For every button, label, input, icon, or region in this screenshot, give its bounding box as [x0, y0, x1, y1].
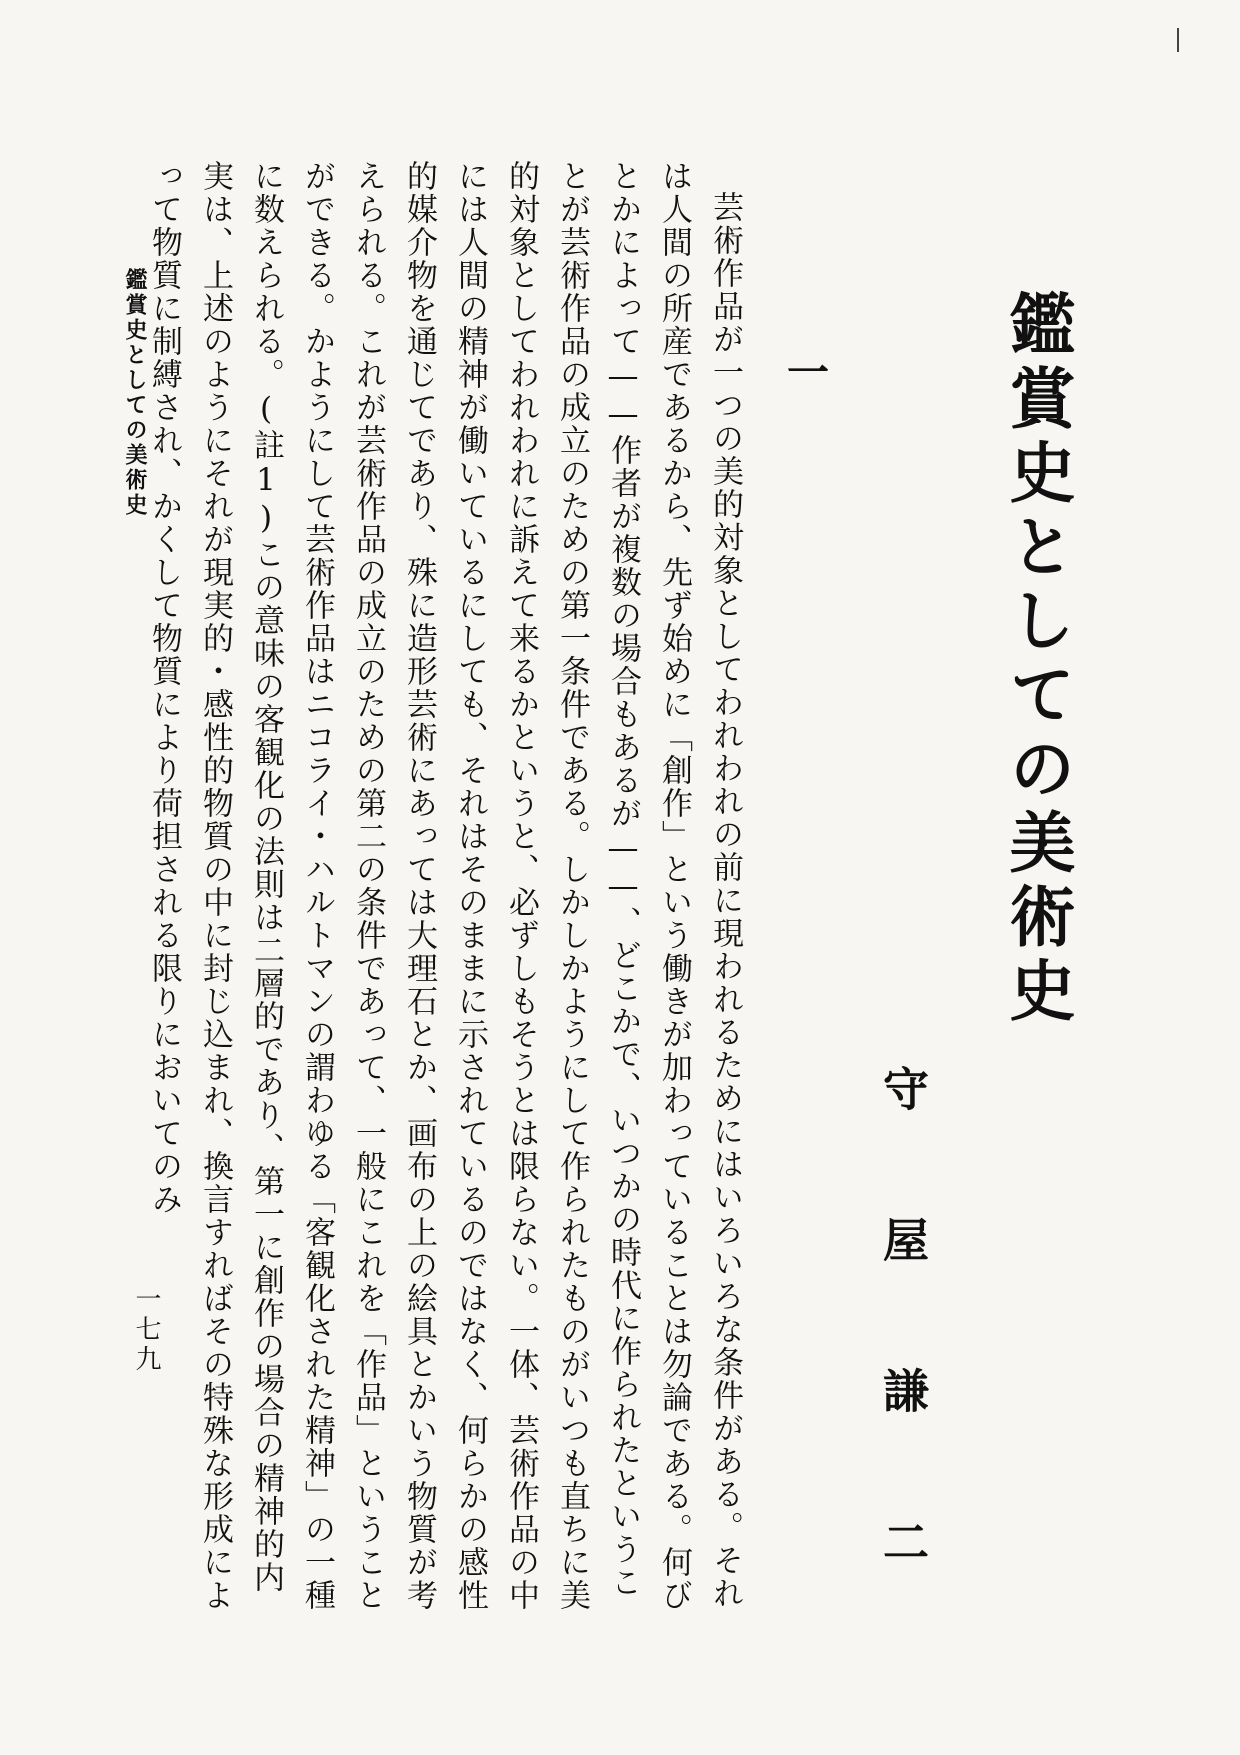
running-head: 鑑賞史としての美術史 [122, 268, 148, 518]
author-name: 守屋謙二 [876, 1065, 930, 1669]
scan-mark [1177, 28, 1179, 52]
section-number: 一 [781, 350, 830, 392]
page-number: 一七九 [131, 1285, 161, 1375]
article-title: 鑑賞史としての美術史 [998, 290, 1076, 1030]
body-paragraph: 芸術作品が一つの美的対象としてわれわれの前に現われるためにはいろいろな条件がある。それは人間の所産であるから、先ず始めに「創作」という働きが加わっていることは勿論である。何びとかによって——作者が複数の場合もあるが——、どこかで、いつかの時代に作られたということが芸術作品の成立のための第一条件である。しかしかようにして作られたものがいつも直ちに美的対象としてわれわれに訴えて来るかというと、必ずしもそうとは限らない。一体、芸術作品の中には人間の精神が働いているにしても、それはそのままに示されているのではなく、何らかの感性的媒介物を通じてであり、殊に造形芸術にあっては大理石とか、画布の上の絵具とかいう物質が考えられる。これが芸術作品の成立のための第二の条件であって、一般にこれを「作品」ということができる。かようにして芸術作品はニコライ・ハルトマンの謂わゆる「客観化された精神」の一種に数えられる。(註1)この意味の客観化の法則は二層的であり、第一に創作の場合の精神的内実は、上述のようにそれが現実的・感性的物質の中に封じ込まれ、換言すればその特殊な形成によって物質に制縛され、かくして物質により荷担される限りにおいてのみ [146, 160, 743, 1612]
